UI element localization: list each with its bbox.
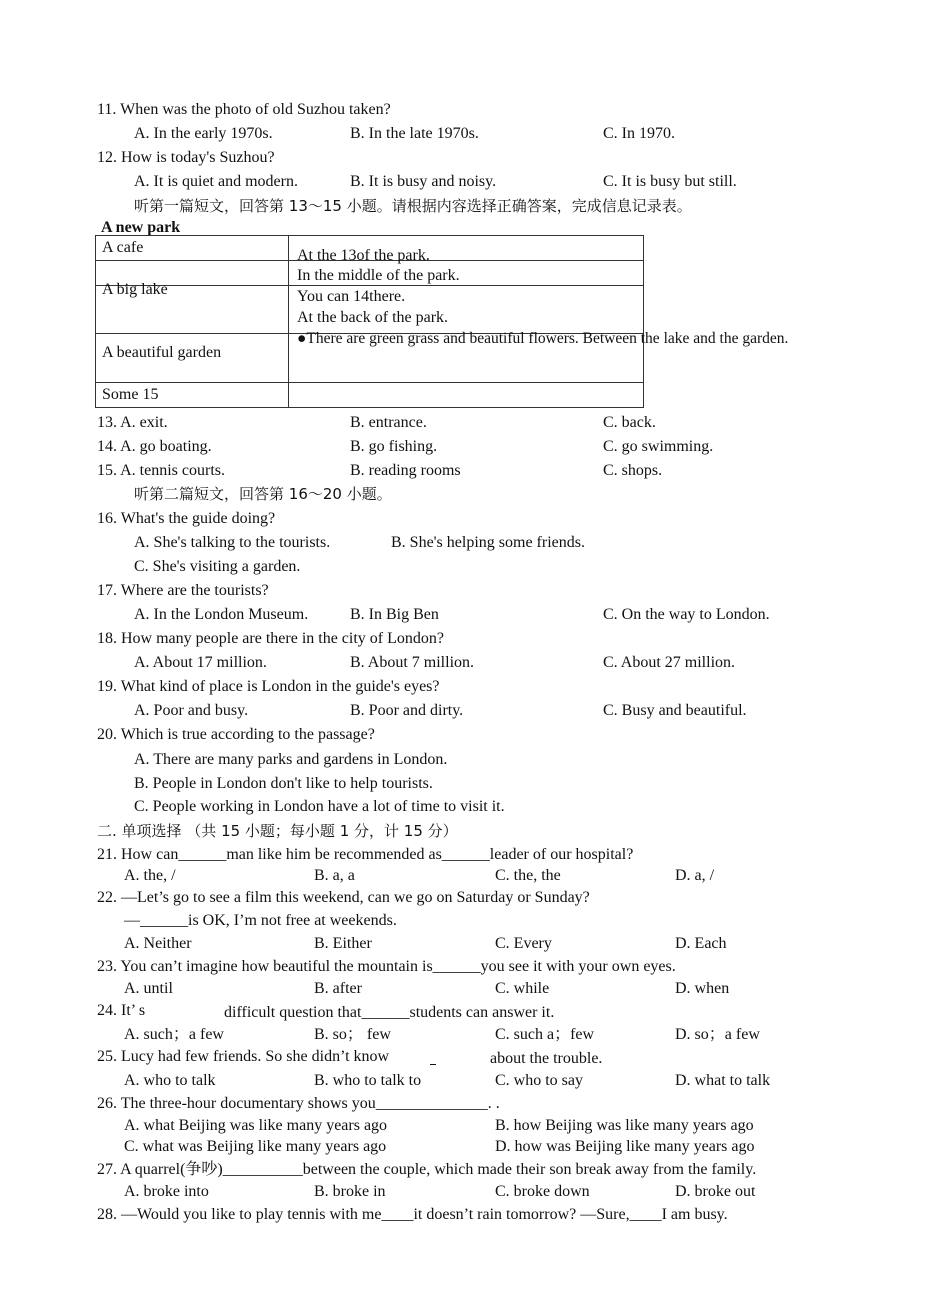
option-26d: D. how was Beijing like many years ago <box>495 1138 755 1155</box>
option-18b: B. About 7 million. <box>350 654 475 671</box>
question-23: 23. You can’t imagine how beautiful the mountain is______you see it with your own eyes. <box>97 958 676 975</box>
table-row-cafe: A cafe <box>102 239 144 256</box>
option-21d: D. a, / <box>675 867 715 884</box>
table-cell-blank-13: At the 13of the park. <box>297 247 430 264</box>
part2-heading: 二. 单项选择 （共 15 小题；每小题 1 分，计 15 分） <box>97 822 458 840</box>
option-20b: B. People in London don't like to help tourists. <box>134 775 433 792</box>
option-20a: A. There are many parks and gardens in London. <box>134 751 448 768</box>
table-row-blank-15: Some 15 <box>102 386 159 403</box>
option-17b: B. In Big Ben <box>350 606 439 623</box>
answer-blank <box>430 1064 436 1065</box>
option-25d: D. what to talk <box>675 1072 771 1089</box>
section2-instruction: 听第二篇短文，回答第 16～20 小题。 <box>134 485 392 503</box>
option-27b: B. broke in <box>314 1183 386 1200</box>
question-16: 16. What's the guide doing? <box>97 510 276 527</box>
option-24d: D. so；a few <box>675 1026 760 1043</box>
option-15b: B. reading rooms <box>350 462 461 479</box>
question-24-cont: difficult question that______students can answer it. <box>224 1004 555 1021</box>
question-28: 28. —Would you like to play tennis with me____it doesn’t rain tomorrow? —Sure,____I am busy. <box>97 1206 728 1223</box>
question-26: 26. The three-hour documentary shows you______________. . <box>97 1095 500 1112</box>
table-cell-location: In the middle of the park. <box>297 267 460 284</box>
option-26a: A. what Beijing was like many years ago <box>124 1117 388 1134</box>
option-19a: A. Poor and busy. <box>134 702 249 719</box>
option-25b: B. who to talk to <box>314 1072 422 1089</box>
option-20c: C. People working in London have a lot of time to visit it. <box>134 798 505 815</box>
option-12c: C. It is busy but still. <box>603 173 737 190</box>
question-20: 20. Which is true according to the passage? <box>97 726 375 743</box>
table-row-garden: A beautiful garden <box>102 344 222 361</box>
option-22c: C. Every <box>495 935 552 952</box>
option-27d: D. broke out <box>675 1183 756 1200</box>
question-15: 15. A. tennis courts. <box>97 462 225 479</box>
table-cell <box>289 383 644 408</box>
question-17: 17. Where are the tourists? <box>97 582 269 599</box>
option-16c: C. She's visiting a garden. <box>134 558 301 575</box>
option-24c: C. such a；few <box>495 1026 595 1043</box>
question-12: 12. How is today's Suzhou? <box>97 149 275 166</box>
option-23d: D. when <box>675 980 730 997</box>
table-title: A new park <box>101 219 181 236</box>
option-23b: B. after <box>314 980 362 997</box>
question-19: 19. What kind of place is London in the guide's eyes? <box>97 678 440 695</box>
question-21: 21. How can______man like him be recommended as______leader of our hospital? <box>97 846 634 863</box>
option-21c: C. the, the <box>495 867 561 884</box>
option-13b: B. entrance. <box>350 414 427 431</box>
option-16b: B. She's helping some friends. <box>391 534 585 551</box>
table-cell-garden-desc: ●There are green grass and beautiful flowers. Between the lake and the garden. <box>297 330 789 347</box>
option-22d: D. Each <box>675 935 727 952</box>
option-27c: C. broke down <box>495 1183 590 1200</box>
option-21b: B. a, a <box>314 867 355 884</box>
option-26c: C. what was Beijing like many years ago <box>124 1138 387 1155</box>
question-22: 22. —Let’s go to see a film this weekend, can we go on Saturday or Sunday? <box>97 889 590 906</box>
option-13c: C. back. <box>603 414 656 431</box>
option-18c: C. About 27 million. <box>603 654 736 671</box>
option-26b: B. how Beijing was like many years ago <box>495 1117 754 1134</box>
option-11a: A. In the early 1970s. <box>134 125 273 142</box>
option-14c: C. go swimming. <box>603 438 714 455</box>
question-18: 18. How many people are there in the city of London? <box>97 630 444 647</box>
option-25c: C. who to say <box>495 1072 583 1089</box>
option-25a: A. who to talk <box>124 1072 216 1089</box>
question-25: 25. Lucy had few friends. So she didn’t know <box>97 1048 390 1065</box>
question-27: 27. A quarrel(争吵)__________between the couple, which made their son break away from the family. <box>97 1161 757 1178</box>
option-21a: A. the, / <box>124 867 176 884</box>
question-14: 14. A. go boating. <box>97 438 212 455</box>
option-17c: C. On the way to London. <box>603 606 770 623</box>
option-17a: A. In the London Museum. <box>134 606 309 623</box>
option-11c: C. In 1970. <box>603 125 675 142</box>
table-row-lake: A big lake <box>102 281 168 298</box>
option-19b: B. Poor and dirty. <box>350 702 464 719</box>
option-18a: A. About 17 million. <box>134 654 267 671</box>
option-16a: A. She's talking to the tourists. <box>134 534 331 551</box>
option-27a: A. broke into <box>124 1183 209 1200</box>
option-19c: C. Busy and beautiful. <box>603 702 747 719</box>
table-cell-blank-14: You can 14there. <box>297 288 406 305</box>
question-22-reply: —______is OK, I’m not free at weekends. <box>124 912 397 929</box>
option-23c: C. while <box>495 980 550 997</box>
question-11: 11. When was the photo of old Suzhou taken? <box>97 101 391 118</box>
option-15c: C. shops. <box>603 462 663 479</box>
question-24: 24. It’ s <box>97 1002 146 1019</box>
option-12a: A. It is quiet and modern. <box>134 173 298 190</box>
question-13: 13. A. exit. <box>97 414 168 431</box>
option-24b: B. so； few <box>314 1026 391 1043</box>
option-12b: B. It is busy and noisy. <box>350 173 497 190</box>
option-22a: A. Neither <box>124 935 192 952</box>
option-22b: B. Either <box>314 935 372 952</box>
option-14b: B. go fishing. <box>350 438 438 455</box>
question-25-cont: about the trouble. <box>490 1050 603 1067</box>
option-24a: A. such；a few <box>124 1026 224 1043</box>
option-11b: B. In the late 1970s. <box>350 125 479 142</box>
table-cell-location: At the back of the park. <box>297 309 449 326</box>
option-23a: A. until <box>124 980 173 997</box>
section1-instruction: 听第一篇短文，回答第 13～15 小题。请根据内容选择正确答案，完成信息记录表。 <box>134 197 692 215</box>
